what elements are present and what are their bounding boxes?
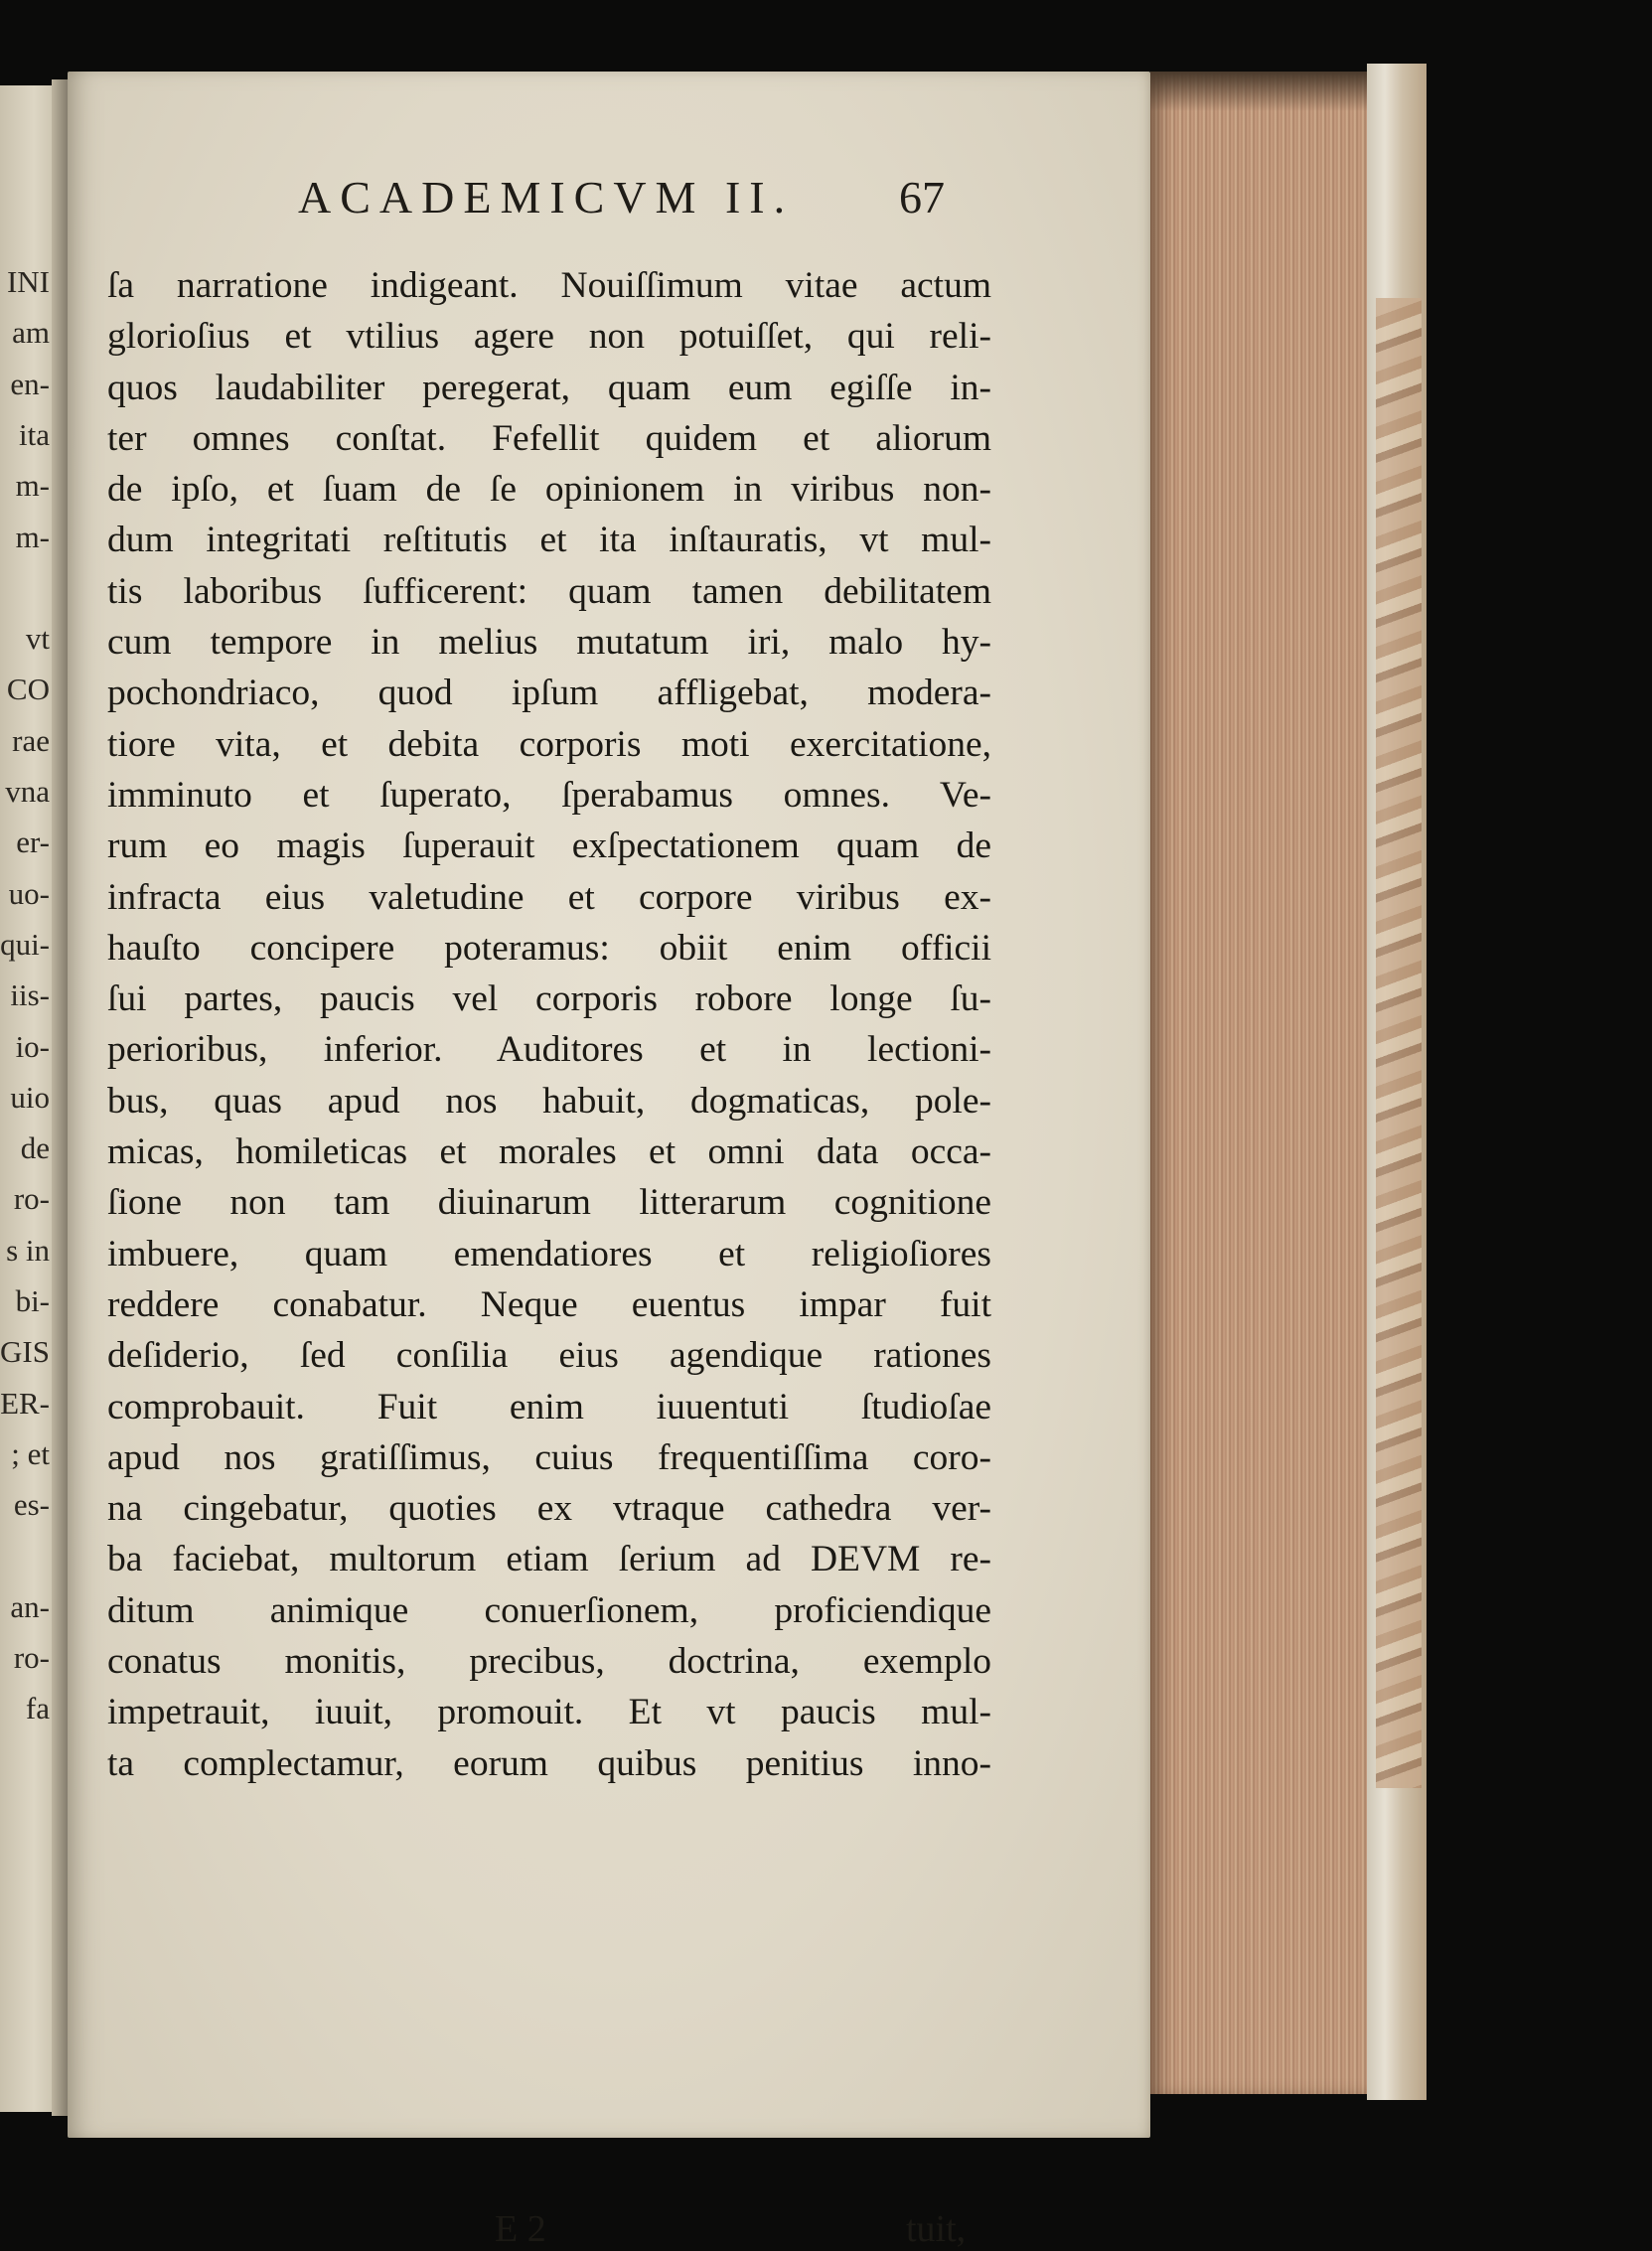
text-line: conatus monitis, precibus, doctrina, exemplo: [107, 1641, 991, 1683]
text-line: ſione non tam diuinarum litterarum cognitione: [107, 1182, 991, 1224]
page-edges-shadow: [1150, 72, 1367, 111]
left-page-fragment-line: ; et: [11, 1435, 50, 1471]
text-line: imminuto et ſuperato, ſperabamus omnes. Ve-: [107, 774, 991, 816]
left-page-fragment-line: de: [20, 1130, 50, 1166]
text-line: comprobauit. Fuit enim iuuentuti ſtudioſae: [107, 1386, 991, 1427]
left-page-fragment-line: an-: [10, 1588, 50, 1624]
text-line: ter omnes conſtat. Fefellit quidem et aliorum: [107, 417, 991, 459]
text-line: na cingebatur, quoties ex vtraque cathedra ver-: [107, 1488, 991, 1530]
text-line: quos laudabiliter peregerat, quam eum egiſſe in-: [107, 367, 991, 408]
left-page-fragment-line: es-: [13, 1487, 50, 1523]
marbled-endpaper: [1376, 298, 1422, 1788]
left-page-fragment-line: am: [12, 315, 50, 351]
catchword: tuit,: [906, 2208, 967, 2250]
running-title: ACADEMICVM II.: [298, 172, 795, 223]
text-line: rum eo magis ſuperauit exſpectationem quam de: [107, 825, 991, 867]
left-page-fragment-line: uo-: [8, 875, 50, 911]
left-page-fragment-line: GIS: [0, 1334, 50, 1370]
left-page-fragment-line: io-: [15, 1028, 50, 1064]
text-line: hauſto concipere poteramus: obiit enim officii: [107, 927, 991, 969]
left-page-fragment-line: INI: [6, 264, 50, 299]
left-page-fragment-line: fa: [25, 1691, 50, 1726]
text-line: imbuere, quam emendatiores et religioſiores: [107, 1233, 991, 1275]
left-page-fragment-line: s in: [6, 1232, 50, 1268]
text-line: apud nos gratiſſimus, cuius frequentiſſima coro-: [107, 1436, 991, 1478]
text-line: ſui partes, paucis vel corporis robore longe ſu-: [107, 978, 991, 1020]
left-page-fragment-line: en-: [10, 366, 50, 401]
text-line: micas, homileticas et morales et omni data occa-: [107, 1131, 991, 1173]
text-line: pochondriaco, quod ipſum affligebat, modera-: [107, 673, 991, 714]
page-edges: [1150, 72, 1367, 2094]
text-line: dum integritati reſtitutis et ita inſtauratis, vt mul-: [107, 520, 991, 561]
text-line: tis laboribus ſufficerent: quam tamen debilitatem: [107, 570, 991, 612]
left-page-fragment-line: qui-: [0, 926, 50, 962]
left-page-fragment-line: er-: [16, 825, 50, 860]
text-line: impetrauit, iuuit, promouit. Et vt paucis mul-: [107, 1692, 991, 1733]
left-page-fragment-line: uio: [10, 1079, 50, 1115]
text-line: bus, quas apud nos habuit, dogmaticas, pole-: [107, 1080, 991, 1122]
text-line: infracta eius valetudine et corpore viribus ex-: [107, 876, 991, 918]
text-line: perioribus, inferior. Auditores et in lectioni-: [107, 1029, 991, 1071]
text-line: deſiderio, ſed conſilia eius agendique rationes: [107, 1335, 991, 1377]
left-page-fragment-line: m-: [15, 519, 50, 554]
left-page-fragment-line: ro-: [13, 1181, 50, 1217]
text-line: reddere conabatur. Neque euentus impar fuit: [107, 1283, 991, 1325]
signature-mark: E 2: [495, 2208, 546, 2250]
left-page-fragment-line: ER-: [0, 1385, 50, 1421]
left-page-fragment-line: ro-: [13, 1640, 50, 1676]
text-line: ta complectamur, eorum quibus penitius inno-: [107, 1742, 991, 1784]
text-line: de ipſo, et ſuam de ſe opinionem in viribus non-: [107, 469, 991, 511]
left-page-fragment-line: CO: [6, 672, 50, 707]
left-page-fragment-line: rae: [12, 722, 50, 758]
left-page-fragment-line: vt: [25, 621, 50, 657]
text-line: glorioſius et vtilius agere non potuiſſet, qui reli-: [107, 316, 991, 358]
page-number: 67: [899, 172, 945, 223]
text-line: cum tempore in melius mutatum iri, malo hy-: [107, 622, 991, 664]
left-page-fragment-line: m-: [15, 468, 50, 504]
body-text: [107, 260, 991, 1789]
text-line: ditum animique conuerſionem, proficiendique: [107, 1589, 991, 1631]
left-page-fragment-line: iis-: [10, 977, 50, 1013]
text-line: ba faciebat, multorum etiam ſerium ad DEVM re-: [107, 1539, 991, 1580]
text-line: tiore vita, et debita corporis moti exercitatione,: [107, 723, 991, 765]
left-page-fragment-line: ita: [19, 416, 50, 452]
left-page-fragment-line: vna: [5, 774, 50, 809]
left-page-fragment-line: bi-: [15, 1283, 50, 1318]
text-line: ſa narratione indigeant. Nouiſſimum vitae actum: [107, 265, 991, 306]
